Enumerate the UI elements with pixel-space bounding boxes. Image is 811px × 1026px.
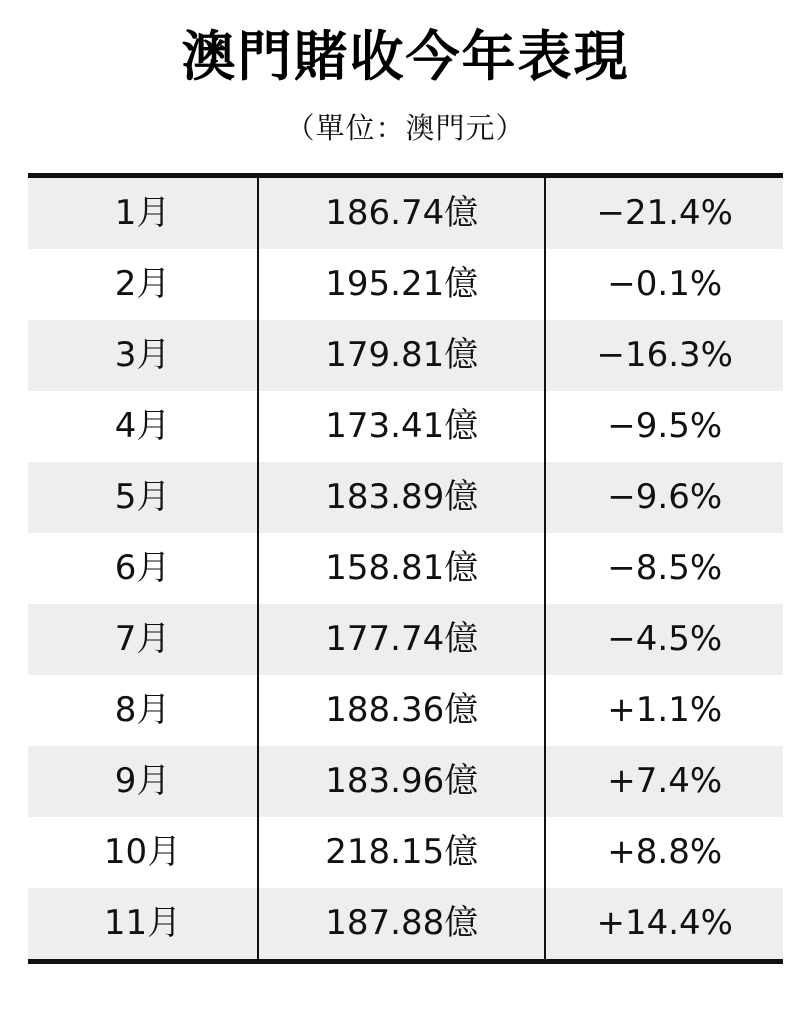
cell-change [545, 462, 783, 533]
change-value: +7.4% [607, 761, 723, 802]
change-value: −0.1% [607, 264, 723, 305]
data-table-container [28, 173, 783, 964]
cell-value [258, 391, 545, 462]
cell-change [545, 675, 783, 746]
cell-month [28, 675, 258, 746]
month-label: 9月 [114, 761, 171, 802]
change-value: −4.5% [607, 619, 723, 660]
month-label: 5月 [114, 477, 171, 518]
cell-value [258, 320, 545, 391]
month-label: 7月 [114, 619, 171, 660]
cell-change [545, 320, 783, 391]
cell-value [258, 249, 545, 320]
month-label: 8月 [114, 690, 171, 731]
month-label: 11月 [103, 903, 182, 944]
revenue-value: 218.15億 [325, 832, 479, 873]
month-label: 2月 [114, 264, 171, 305]
revenue-value: 177.74億 [325, 619, 479, 660]
month-label: 4月 [114, 406, 171, 447]
cell-month [28, 391, 258, 462]
cell-month [28, 746, 258, 817]
revenue-value: 183.96億 [325, 761, 479, 802]
table-row [28, 249, 783, 320]
revenue-value: 158.81億 [325, 548, 479, 589]
revenue-value: 195.21億 [325, 264, 479, 305]
table-row [28, 462, 783, 533]
cell-value [258, 462, 545, 533]
table-row [28, 604, 783, 675]
cell-month [28, 888, 258, 959]
cell-change [545, 249, 783, 320]
revenue-value: 186.74億 [325, 193, 479, 234]
cell-change [545, 178, 783, 249]
revenue-value: 188.36億 [325, 690, 479, 731]
gaming-revenue-table [28, 178, 783, 959]
cell-value [258, 604, 545, 675]
month-label: 3月 [114, 335, 171, 376]
cell-month [28, 462, 258, 533]
month-label: 10月 [103, 832, 182, 873]
cell-change [545, 817, 783, 888]
change-value: −8.5% [607, 548, 723, 589]
page-subtitle: （單位：澳門元） [285, 111, 526, 146]
cell-value [258, 178, 545, 249]
cell-month [28, 533, 258, 604]
cell-month [28, 320, 258, 391]
change-value: +8.8% [607, 832, 723, 873]
cell-change [545, 888, 783, 959]
table-body [28, 178, 783, 959]
table-row [28, 533, 783, 604]
table-row [28, 746, 783, 817]
cell-change [545, 746, 783, 817]
table-row [28, 675, 783, 746]
cell-value [258, 746, 545, 817]
cell-month [28, 604, 258, 675]
cell-month [28, 178, 258, 249]
month-label: 1月 [114, 193, 171, 234]
change-value: +14.4% [596, 903, 733, 944]
cell-value [258, 888, 545, 959]
change-value: −9.5% [607, 406, 723, 447]
change-value: −21.4% [596, 193, 733, 234]
change-value: +1.1% [607, 690, 723, 731]
revenue-value: 183.89億 [325, 477, 479, 518]
month-label: 6月 [114, 548, 171, 589]
revenue-value: 179.81億 [325, 335, 479, 376]
table-row [28, 391, 783, 462]
cell-value [258, 817, 545, 888]
chart-page [0, 26, 811, 1026]
cell-value [258, 533, 545, 604]
cell-month [28, 249, 258, 320]
revenue-value: 187.88億 [325, 903, 479, 944]
table-row [28, 320, 783, 391]
change-value: −9.6% [607, 477, 723, 518]
cell-month [28, 817, 258, 888]
cell-change [545, 533, 783, 604]
cell-change [545, 604, 783, 675]
page-title: 澳門賭收今年表現 [181, 25, 630, 88]
table-row [28, 888, 783, 959]
table-row [28, 817, 783, 888]
table-row [28, 178, 783, 249]
cell-change [545, 391, 783, 462]
change-value: −16.3% [596, 335, 733, 376]
revenue-value: 173.41億 [325, 406, 479, 447]
cell-value [258, 675, 545, 746]
